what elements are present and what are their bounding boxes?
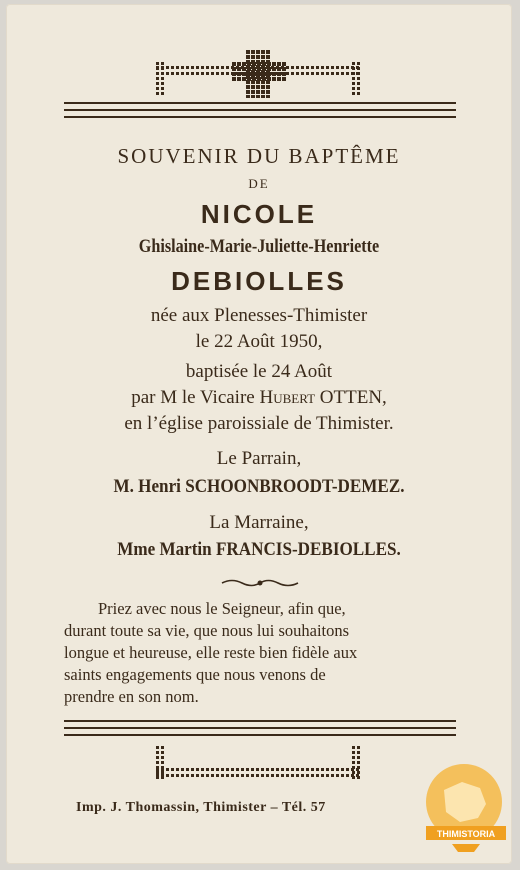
prayer-line: Priez avec nous le Seigneur, afin que, (98, 599, 346, 618)
top-rules (64, 102, 456, 123)
flourish-divider (220, 576, 300, 590)
watermark-text: THIMISTORIA (436, 829, 496, 839)
officiant-prefix: par M le Vicaire (131, 387, 260, 408)
de-label: DE (248, 176, 270, 191)
prayer-text (64, 598, 460, 708)
born-date: le 22 Août 1950, (195, 331, 323, 352)
middle-names: Ghislaine-Marie-Juliette-Henriette (138, 236, 380, 257)
officiant-name: Hubert OTTEN, (259, 387, 387, 408)
printer-footer: Imp. J. Thomassin, Thimister – Tél. 57 (76, 800, 326, 815)
bottom-rules (64, 720, 456, 741)
born-place: née aux Plenesses-Thimister (150, 305, 368, 326)
officiant (6, 387, 512, 409)
baptized-date: baptisée le 24 Août (185, 361, 333, 382)
godmother-title: Mme (117, 539, 156, 560)
prayer-line: durant toute sa vie, que nous lui souhaitons (64, 621, 350, 640)
surname: DEBIOLLES (171, 266, 347, 296)
godmother-fullname: Martin FRANCIS-DEBIOLLES. (155, 539, 401, 560)
cross-ornament (152, 48, 364, 98)
prayer-line: longue et heureuse, elle reste bien fidèle aux (64, 643, 358, 662)
godfather-name: M. Henri SCHOONBROODT-DEMEZ. (113, 476, 405, 497)
thimistoria-logo (422, 760, 514, 858)
godmother-label: La Marraine, (209, 512, 309, 533)
baptism-card (6, 4, 512, 864)
godmother-name (31, 539, 486, 561)
first-name: NICOLE (200, 199, 318, 229)
prayer-line: saints engagements que nous venons de (64, 665, 326, 684)
prayer-line: prendre en son nom. (64, 687, 199, 706)
title: SOUVENIR DU BAPTÊME (117, 144, 401, 168)
bottom-dotted-ornament (152, 744, 364, 784)
godfather-label: Le Parrain, (216, 448, 302, 469)
church: en l’église paroissiale de Thimister. (124, 413, 394, 434)
